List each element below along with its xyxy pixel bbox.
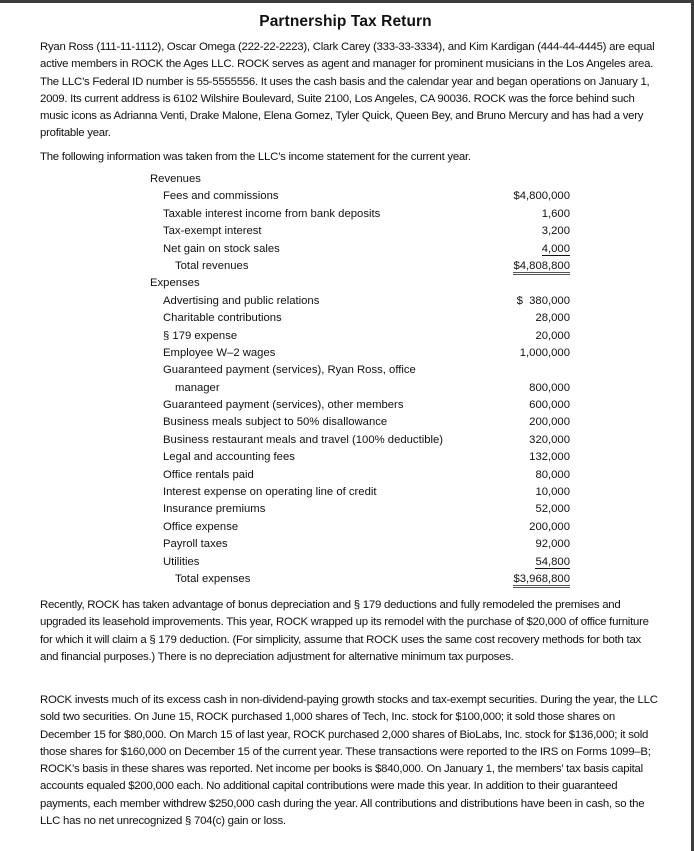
expense-amount: 20,000 bbox=[535, 329, 570, 342]
revenue-row bbox=[150, 188, 570, 205]
expense-label: Payroll taxes bbox=[163, 538, 228, 551]
total-expenses-value: $3,968,800 bbox=[513, 573, 570, 588]
expense-row bbox=[150, 536, 570, 553]
expense-amount: 132,000 bbox=[529, 451, 570, 464]
expense-row bbox=[150, 484, 570, 501]
expense-amount: 320,000 bbox=[529, 433, 570, 446]
expense-amount-value: 54,800 bbox=[535, 555, 570, 568]
expense-row bbox=[150, 328, 570, 345]
expense-amount: 600,000 bbox=[529, 399, 570, 412]
expense-amount: $ 380,000 bbox=[516, 294, 570, 307]
expense-row bbox=[150, 501, 570, 518]
revenues-header: Revenues bbox=[150, 173, 201, 185]
revenue-amount bbox=[542, 241, 570, 258]
expense-label: Business meals subject to 50% disallowance bbox=[163, 416, 388, 429]
expense-label-continuation: manager bbox=[175, 381, 220, 394]
revenue-label: Net gain on stock sales bbox=[163, 242, 280, 255]
income-statement bbox=[150, 171, 570, 588]
lead-in-paragraph: The following information was taken from the LLC’s income statement for the current year. bbox=[40, 151, 471, 163]
expense-amount: 52,000 bbox=[535, 503, 570, 516]
expense-label: Interest expense on operating line of credit bbox=[163, 486, 377, 499]
expense-label: Office rentals paid bbox=[163, 468, 254, 481]
depreciation-paragraph: Recently, ROCK has taken advantage of bonus depreciation and § 179 deductions and fully remodeled the premises and upgraded its leasehold improvements. This year, ROCK wrapped up its remodel with the purchase of $20,000 of office furniture for which it will claim a § 179 deduction. (For simplicity, assume that ROCK uses the same cost recovery methods for both tax and financial purposes.) There is no depreciation adjustment for alternative minimum tax purposes. bbox=[40, 599, 649, 663]
expense-label: Guaranteed payment (services), Ryan Ross, office bbox=[163, 364, 416, 377]
investments-paragraph: ROCK invests much of its excess cash in non-dividend-paying growth stocks and tax-exempt securities. During the year, the LLC sold two securities. On June 15, ROCK purchased 1,000 shares of Tech, Inc. stock for $100,000; it sold those shares on December 15 for $80,000. On March 15 of last year, ROCK purchased 2,000 shares of BioLabs, Inc. stock for $136,000; it sold those shares for $160,000 on December 15 of the current year. These transactions were reported to the IRS on Forms 1099–B; ROCK’s basis in these shares was reported. Net income per books is $840,000. On January 1, the members’ tax basis capital accounts equaled $200,000 each. No additional capital contributions were made this year. In addition to their guaranteed payments, each member withdrew $250,000 cash during the year. All contributions and distributions have been in cash, so the LLC has no net unrecognized § 704(c) gain or loss. bbox=[40, 694, 658, 828]
expense-row bbox=[150, 432, 570, 449]
expense-row bbox=[150, 414, 570, 431]
expense-row bbox=[150, 293, 570, 310]
expense-row bbox=[150, 519, 570, 536]
expense-amount: 200,000 bbox=[529, 416, 570, 429]
expense-amount: 200,000 bbox=[529, 520, 570, 533]
revenue-amount: 1,600 bbox=[541, 207, 570, 220]
expense-label: Legal and accounting fees bbox=[163, 451, 295, 464]
revenue-amount: $4,800,000 bbox=[513, 190, 570, 203]
expense-amount: 80,000 bbox=[535, 468, 570, 481]
page-title: Partnership Tax Return bbox=[259, 13, 432, 30]
expense-row bbox=[150, 467, 570, 484]
total-revenues-value: $4,808,800 bbox=[513, 260, 570, 275]
intro-paragraph: Ryan Ross (111-11-1112), Oscar Omega (222-22-2223), Clark Carey (333-33-3334), and Kim Kardigan (444-44-4445) are equal active members in ROCK the Ages LLC. ROCK serves as agent and manager for prominent musicians in the Los Angeles area. The LLC’s Federal ID number is 55-5555556. It uses the cash basis and the calendar year and began operations on January 1, 2009. Its current address is 6102 Wilshire Boulevard, Suite 2100, Los Angeles, CA 90036. ROCK was the force behind such music icons as Adrianna Venti, Drake Malone, Elena Gomez, Tyler Quick, Queen Bey, and Bruno Mercury and has had a very profitable year. bbox=[40, 41, 655, 140]
revenue-label: Tax-exempt interest bbox=[163, 225, 262, 238]
expense-row bbox=[150, 554, 570, 571]
revenue-amount-value: 4,000 bbox=[541, 242, 570, 255]
expense-row bbox=[150, 397, 570, 414]
expense-amount: 92,000 bbox=[535, 538, 570, 551]
expenses-header: Expenses bbox=[150, 277, 200, 290]
total-expenses-amount bbox=[513, 571, 570, 588]
expenses-header-row bbox=[150, 275, 570, 292]
expense-label: Charitable contributions bbox=[163, 312, 282, 325]
expense-amount: 1,000,000 bbox=[519, 346, 570, 359]
expense-label: Advertising and public relations bbox=[163, 294, 320, 307]
expense-row-continuation bbox=[150, 380, 570, 397]
total-expenses-label: Total expenses bbox=[175, 572, 251, 585]
revenue-row bbox=[150, 241, 570, 258]
total-revenues-amount bbox=[513, 258, 570, 275]
expense-label: Business restaurant meals and travel (100% deductible) bbox=[163, 433, 444, 446]
document-page bbox=[0, 3, 691, 851]
total-revenues-label: Total revenues bbox=[175, 259, 249, 272]
total-revenues-row bbox=[150, 258, 570, 275]
expense-row bbox=[150, 310, 570, 327]
expense-row bbox=[150, 362, 570, 379]
expense-amount bbox=[535, 554, 570, 571]
expense-label: Guaranteed payment (services), other members bbox=[163, 399, 404, 412]
revenues-header-row bbox=[150, 171, 570, 188]
revenue-amount: 3,200 bbox=[541, 225, 570, 238]
expense-row bbox=[150, 345, 570, 362]
expense-label: Utilities bbox=[163, 555, 200, 568]
revenue-row bbox=[150, 223, 570, 240]
expense-row bbox=[150, 449, 570, 466]
revenue-label: Taxable interest income from bank deposits bbox=[163, 207, 381, 220]
total-expenses-row bbox=[150, 571, 570, 588]
expense-label: Office expense bbox=[163, 520, 239, 533]
expense-label: § 179 expense bbox=[163, 329, 238, 342]
revenue-label: Fees and commissions bbox=[163, 190, 279, 203]
expense-amount: 800,000 bbox=[529, 381, 570, 394]
expense-label: Insurance premiums bbox=[163, 503, 266, 516]
expense-amount: 28,000 bbox=[535, 312, 570, 325]
expense-amount: 10,000 bbox=[535, 486, 570, 499]
expense-label: Employee W–2 wages bbox=[163, 346, 276, 359]
revenue-row bbox=[150, 206, 570, 223]
